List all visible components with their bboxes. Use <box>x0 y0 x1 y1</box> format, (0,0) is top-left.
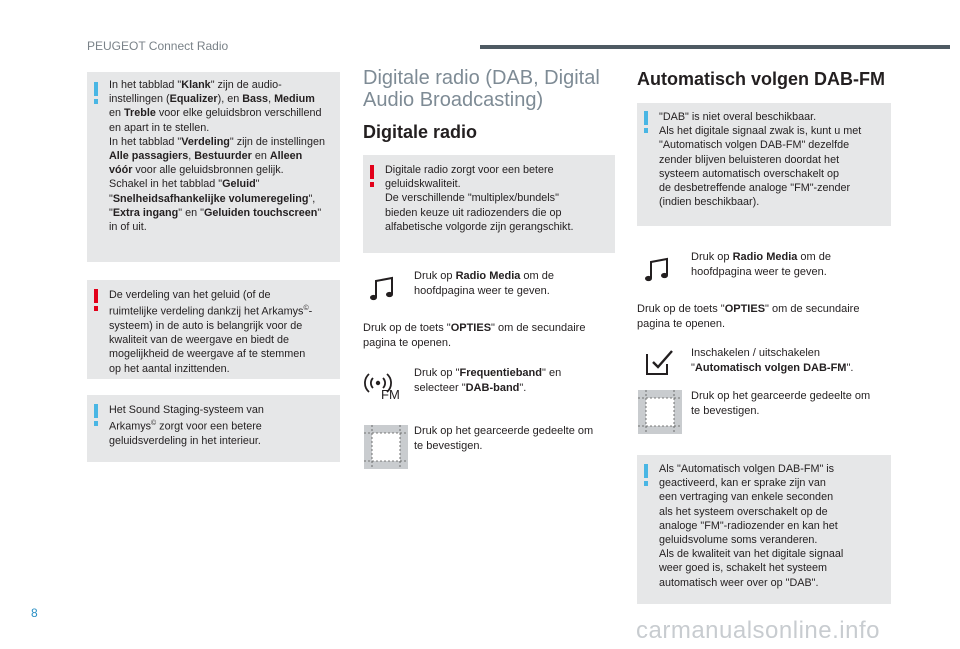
info-box-dab-fm-delay <box>637 455 891 604</box>
step-radio-media: Druk op Radio Media om de hoofdpagina weer te geven. <box>691 251 832 278</box>
info-box-dab-availability <box>637 103 891 226</box>
step-toggle-dab-fm: Inschakelen / uitschakelen "Automatisch volgen DAB-FM". <box>691 347 854 374</box>
info-marker <box>94 404 98 418</box>
step-confirm: Druk op het gearceerde gedeelte om te bevestigen. <box>414 425 594 452</box>
step-confirm: Druk op het gearceerde gedeelte om te bevestigen. <box>691 390 871 417</box>
step-options: Druk op de toets "OPTIES" om de secundaire pagina te openen. <box>363 322 586 349</box>
warning-box-digital-radio <box>363 155 615 253</box>
warning-marker <box>94 289 98 303</box>
fm-label: FM <box>381 387 400 401</box>
checkbox-icon <box>645 348 675 376</box>
header-bar <box>480 45 950 49</box>
hatched-area-icon <box>364 425 408 469</box>
heading-automatisch-volgen: Automatisch volgen DAB-FM <box>637 69 886 89</box>
section-title-dab: Digitale radio (DAB, Digital Audio Broadcasting) <box>363 67 600 111</box>
info-marker <box>644 464 648 478</box>
heading-digitale-radio: Digitale radio <box>363 122 478 142</box>
info-box-text: "DAB" is niet overal beschikbaar. Als het digitale signaal zwak is, kunt u met "Automatisch volgen DAB-FM" dezelfde zender blijven beluisteren doordat het systeem automatisch overschakelt op de desbetreffende analoge "FM"-zender (indien beschikbaar). <box>659 111 862 209</box>
info-marker <box>644 111 648 125</box>
info-box-sound-staging <box>87 395 340 462</box>
music-note-icon <box>368 275 398 303</box>
page-number: 8 <box>31 606 38 620</box>
info-box-text: Als "Automatisch volgen DAB-FM" is geactiveerd, kan er sprake zijn van een vertraging van enkele seconden als het systeem overschakelt op de analoge "FM"-radiozender en kan het geluidsvolume soms veranderen. Als de kwaliteit van het digitale signaal weer goed is, schakelt het systeem automatisch weer over op "DAB". <box>659 463 844 589</box>
fm-radio-icon <box>364 367 404 401</box>
music-note-icon <box>643 256 673 284</box>
watermark: carmanualsonline.info <box>636 617 880 644</box>
info-box-text: Het Sound Staging-systeem van Arkamys© zorgt voor een betere geluidsverdeling in het interieur. <box>109 404 264 447</box>
warning-marker <box>370 165 374 179</box>
warning-box-sound-distribution <box>87 280 340 379</box>
step-options: Druk op de toets "OPTIES" om de secundaire pagina te openen. <box>637 303 860 330</box>
step-frequentieband: Druk op "Frequentieband" en selecteer "DAB-band". <box>414 367 562 394</box>
info-box-text: In het tabblad "Klank" zijn de audio- instellingen (Equalizer), en Bass, Medium en Treble voor elke geluidsbron verschillend en apart in te stellen. In het tabblad "Verdeling" zijn de instellingen Alle passagiers, Bestuurder en Alleen vóór voor alle geluidsbronnen gelijk. Schakel in het tabblad "Geluid" "Snelheidsafhankelijke volumeregeling", "Extra ingang" en "Geluiden touchscreen" in of uit. <box>109 79 325 234</box>
info-box-sound-settings <box>87 72 340 262</box>
hatched-area-icon <box>638 390 682 434</box>
info-marker <box>94 82 98 96</box>
header-title: PEUGEOT Connect Radio <box>87 39 229 53</box>
step-radio-media: Druk op Radio Media om de hoofdpagina weer te geven. <box>414 270 555 297</box>
warning-box-text: De verdeling van het geluid (of de ruimtelijke verdeling dankzij het Arkamys©- systeem) in de auto is belangrijk voor de kwaliteit van de weergave en biedt de mogelijkheid de weergave af te stemmen op het aantal inzittenden. <box>109 289 313 375</box>
warning-box-text: Digitale radio zorgt voor een betere geluidskwaliteit. De verschillende "multiplex/bundels" bieden keuze uit radiozenders die op alfabetische volgorde zijn gerangschikt. <box>385 164 574 233</box>
